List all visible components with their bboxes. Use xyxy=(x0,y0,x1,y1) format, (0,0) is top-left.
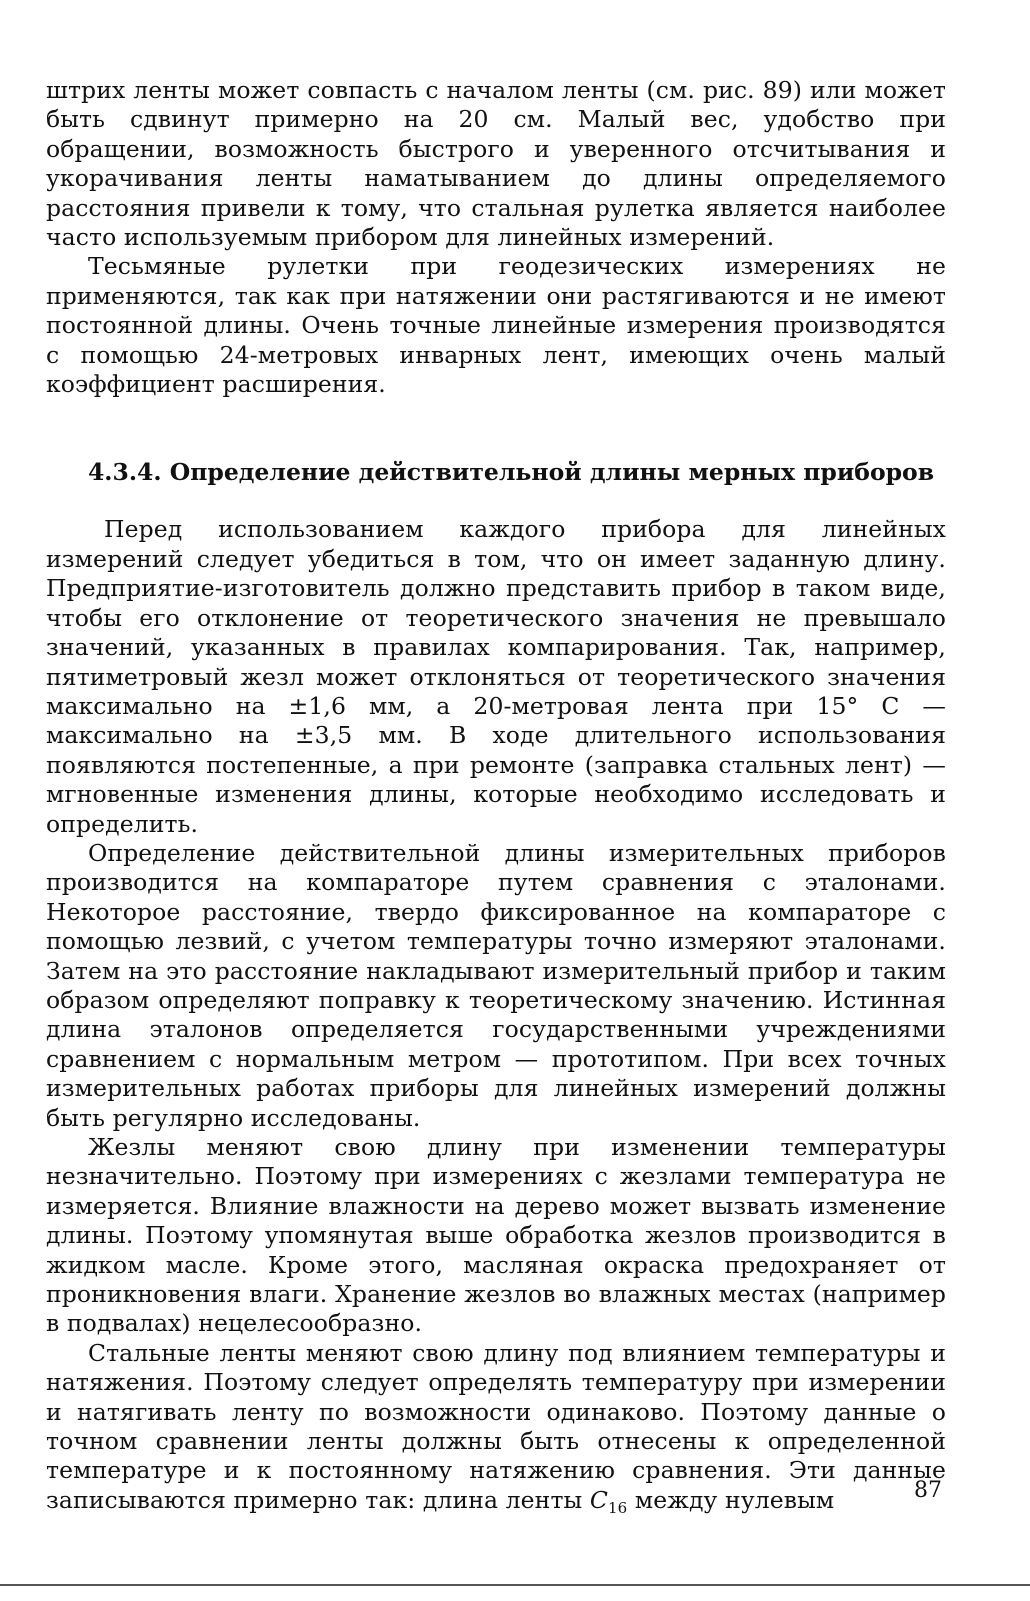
paragraph-6 xyxy=(46,1339,946,1523)
paragraph-6-text-before: Стальные ленты меняют свою длину под влиянием температуры и натяжения. Поэтому следует определять температуру при измерении и натягивать ленту по возможности одинаково. Поэтому данные о точном сравнении ленты должны быть отнесены к определенной температуре и к постоянному натяжению сравнения. Эти данные записываются примерно так: длина ленты xyxy=(46,1338,946,1514)
page-body xyxy=(46,76,946,1523)
paragraph-2: Тесьмяные рулетки при геодезических измерениях не применяются, так как при натяжении они растягиваются и не имеют постоянной длины. Очень точные линейные измерения производятся с помощью 24-метровых инварных лент, имеющих очень малый коэффициент расширения. xyxy=(46,252,946,399)
paragraph-4: Определение действительной длины измерительных приборов производится на компараторе путем сравнения с эталонами. Некоторое расстояние, твердо фиксированное на компараторе с помощью лезвий, с учетом температуры точно измеряют эталонами. Затем на это расстояние накладывают измерительный прибор и таким образом определяют поправку к теоретическому значению. Истинная длина эталонов определяется государственными учреждениями сравнением с нормальным метром — прототипом. При всех точных измерительных работах приборы для линейных измерений должны быть регулярно исследованы. xyxy=(46,838,946,1132)
paragraph-6-text-after: между нулевым xyxy=(627,1485,835,1514)
bottom-rule xyxy=(0,1584,1030,1586)
paragraph-1: штрих ленты может совпасть с началом ленты (см. рис. 89) или может быть сдвинут примерно на 20 см. Малый вес, удобство при обращении, возможность быстрого и уверенного отсчитывания и укорачивания ленты наматыванием до длины определяемого расстояния привели к тому, что стальная рулетка является наиболее часто используемым прибором для линейных измерений. xyxy=(46,76,946,252)
tape-length-subscript: 16 xyxy=(608,1498,628,1517)
paragraph-5: Жезлы меняют свою длину при изменении температуры незначительно. Поэтому при измерениях с жезлами температура не измеряется. Влияние влажности на дерево может вызвать изменение длины. Поэтому упомянутая выше обработка жезлов производится в жидком масле. Кроме этого, масляная окраска предохраняет от проникновения влаги. Хранение жезлов во влажных местах (например в подвалах) нецелесообразно. xyxy=(46,1133,946,1338)
paragraph-3: Перед использованием каждого прибора для линейных измерений следует убедиться в том, что он имеет заданную длину. Предприятие-изготовитель должно представить прибор в таком виде, чтобы его отклонение от теоретического значения не превышало значений, указанных в правилах компарирования. Так, например, пятиметровый жезл может отклоняться от теоретического значения максимально на ±1,6 мм, а 20-метровая лента при 15° С — максимально на ±3,5 мм. В ходе длительного использования появляются постепенные, а при ремонте (заправка стальных лент) — мгновенные изменения длины, которые необходимо исследовать и определить. xyxy=(46,515,946,838)
section-heading: 4.3.4. Определение действительной длины мерных приборов xyxy=(87,458,935,487)
page-number: 87 xyxy=(914,1478,942,1503)
tape-length-variable: C xyxy=(589,1485,609,1514)
